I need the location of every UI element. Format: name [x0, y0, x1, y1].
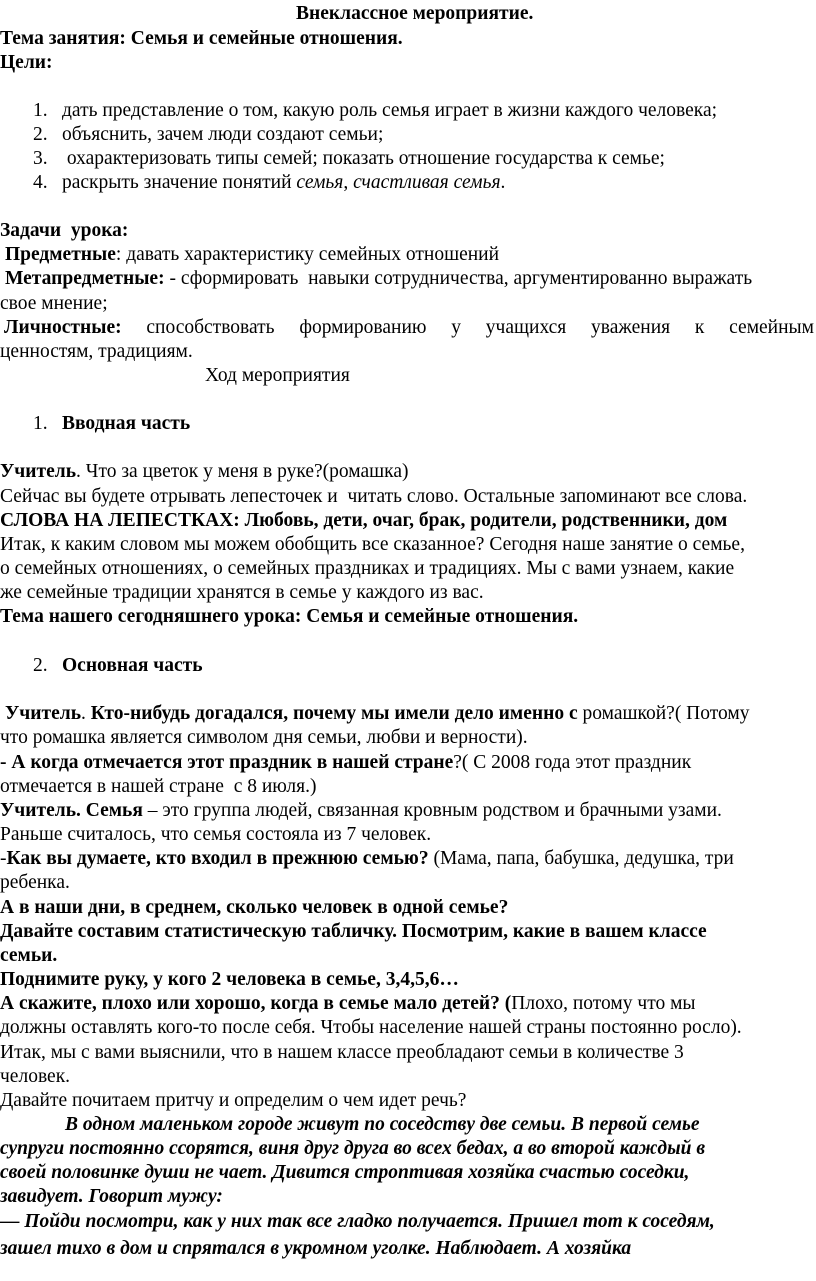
meta-tasks — [5, 267, 752, 291]
goal-text: раскрыть значение понятий — [62, 172, 297, 193]
goal-item-1 — [33, 99, 717, 123]
old-family-question-bold: Как вы думаете, кто входил в прежнюю семью? — [6, 848, 429, 869]
goal-item-3 — [33, 147, 665, 171]
goal-number: 2. — [33, 124, 48, 145]
intro-paragraph-2: о семейных отношениях, о семейных праздниках и традициях. Мы с вами узнаем, какие — [0, 558, 735, 579]
parable-line-3: своей половинке души не чает. Дивится строптивая хозяйка счастью соседки, — [0, 1162, 690, 1183]
lesson-theme: Тема занятия: Семья и семейные отношения. — [0, 28, 403, 49]
modern-family-question: А в наши дни, в среднем, сколько человек в одной семье? — [0, 897, 509, 918]
goal-number: 3. — [33, 148, 48, 169]
subject-label: Предметные — [5, 244, 116, 265]
teacher-label: Учитель — [5, 703, 82, 724]
meta-text: - сформировать навыки сотрудничества, аргументированно выражать — [164, 268, 753, 289]
family-definition-2: Раньше считалось, что семья состояла из 7 человек. — [0, 824, 432, 845]
subject-text: : давать характеристику семейных отношений — [115, 244, 500, 265]
petal-words: СЛОВА НА ЛЕПЕСТКАХ: Любовь, дети, очаг, брак, родители, родственники, дом — [0, 510, 728, 531]
conclusion-line-1: Итак, мы с вами выяснили, что в нашем классе преобладают семьи в количестве 3 — [0, 1042, 684, 1063]
main-teacher-line-2: что ромашка является символом дня семьи, любви и верности). — [0, 727, 528, 748]
parable-line-5: — Пойди посмотри, как у них так все гладко получается. Пришел тот к соседям, — [0, 1211, 715, 1232]
statistics-prompt: Давайте составим статистическую табличку. Посмотрим, какие в вашем классе — [0, 921, 707, 942]
personal-label: Личностные: — [4, 317, 122, 338]
personal-tasks — [4, 316, 814, 340]
parable-prompt: Давайте почитаем притчу и определим о чем идет речь? — [0, 1090, 467, 1111]
section-title: Основная часть — [62, 655, 203, 676]
few-children-question — [0, 992, 696, 1016]
personal-text-cont: ценностям, традициям. — [0, 341, 193, 362]
goals-label: Цели: — [0, 52, 53, 73]
parable-line-4: завидует. Говорит мужу: — [0, 1186, 223, 1207]
old-family-question — [0, 847, 734, 871]
few-children-answer: Плохо, потому что мы — [511, 993, 696, 1014]
goal-item-4 — [33, 171, 505, 195]
document-title: Внеклассное мероприятие. — [296, 3, 534, 24]
goal-number: 4. — [33, 172, 48, 193]
intro-paragraph-3: же семейные традиции хранятся в семье у каждого из вас. — [0, 582, 484, 603]
goal-item-2 — [33, 123, 383, 147]
question-dash: - — [0, 848, 7, 869]
goal-text: дать представление о том, какую роль семья играет в жизни каждого человека; — [62, 100, 718, 121]
intro-paragraph-1: Итак, к каким словом мы можем обобщить все сказанное? Сегодня наше занятие о семье, — [0, 534, 745, 555]
teacher-text: . Что за цветок у меня в руке?(ромашка) — [76, 461, 409, 482]
tasks-label: Задачи урока: — [0, 220, 129, 241]
goal-text: охарактеризовать типы семей; показать отношение государства к семье; — [62, 148, 665, 169]
holiday-question — [0, 751, 691, 775]
meta-label: Метапредметные: — [5, 268, 165, 289]
main-teacher-line — [5, 702, 750, 726]
intro-line-2: Сейчас вы будете отрывать лепесточек и читать слово. Остальные запоминают все слова. — [0, 486, 748, 507]
family-definition — [0, 799, 722, 823]
old-family-answer-2: ребенка. — [0, 872, 70, 893]
few-children-answer-2: должны оставлять кого-то после себя. Чтобы население нашей страны постоянно росло). — [0, 1017, 742, 1038]
section-number: 2. — [33, 655, 48, 676]
holiday-question-bold: - А когда отмечается этот праздник в нашей стране — [0, 752, 454, 773]
conclusion-line-2: человек. — [0, 1066, 71, 1087]
holiday-answer: ?( С 2008 года этот праздник — [453, 752, 692, 773]
teacher-rest: ромашкой?( Потому — [577, 703, 750, 724]
raise-hand-prompt: Поднимите руку, у кого 2 человека в семье, 3,4,5,6… — [0, 969, 459, 990]
parable-line-1: В одном маленьком городе живут по соседству две семьи. В первой семье — [65, 1114, 700, 1135]
section-main-heading — [33, 654, 203, 678]
teacher-question: Кто-нибудь догадался, почему мы имели дело именно с — [90, 703, 578, 724]
old-family-answer: (Мама, папа, бабушка, дедушка, три — [428, 848, 734, 869]
term-family: семья — [296, 172, 344, 193]
holiday-answer-2: отмечается в нашей стране с 8 июля.) — [0, 776, 317, 797]
teacher-label: Учитель — [0, 461, 77, 482]
parable-line-6: зашел тихо в дом и спрятался в укромном уголке. Наблюдает. А хозяйка — [0, 1238, 632, 1259]
section-intro-heading — [33, 412, 190, 436]
goal-separator: , — [343, 172, 354, 193]
intro-teacher-line — [0, 460, 408, 484]
section-title: Вводная часть — [62, 413, 191, 434]
personal-text: способствовать формированию у учащихся уважения к семейным — [121, 317, 814, 338]
goal-end: . — [500, 172, 506, 193]
subject-tasks — [5, 243, 499, 267]
meta-text-cont: свое мнение; — [0, 293, 108, 314]
family-definition-text: – это группа людей, связанная кровным родством и брачными узами. — [142, 800, 722, 821]
parable-line-2: супруги постоянно ссорятся, виня друг друга во всех бедах, а во второй каждый в — [0, 1138, 706, 1159]
teacher-dot: . — [81, 703, 91, 724]
family-definition-label: Учитель. Семья — [0, 800, 143, 821]
section-number: 1. — [33, 413, 48, 434]
few-children-question-bold: А скажите, плохо или хорошо, когда в семье мало детей? ( — [0, 993, 512, 1014]
goal-text: объяснить, зачем люди создают семьи; — [62, 124, 384, 145]
course-heading: Ход мероприятия — [205, 365, 350, 386]
statistics-prompt-2: семьи. — [0, 945, 58, 966]
lesson-theme-today: Тема нашего сегодняшнего урока: Семья и семейные отношения. — [0, 606, 579, 627]
term-happy-family: счастливая семья — [353, 172, 501, 193]
goal-number: 1. — [33, 100, 48, 121]
